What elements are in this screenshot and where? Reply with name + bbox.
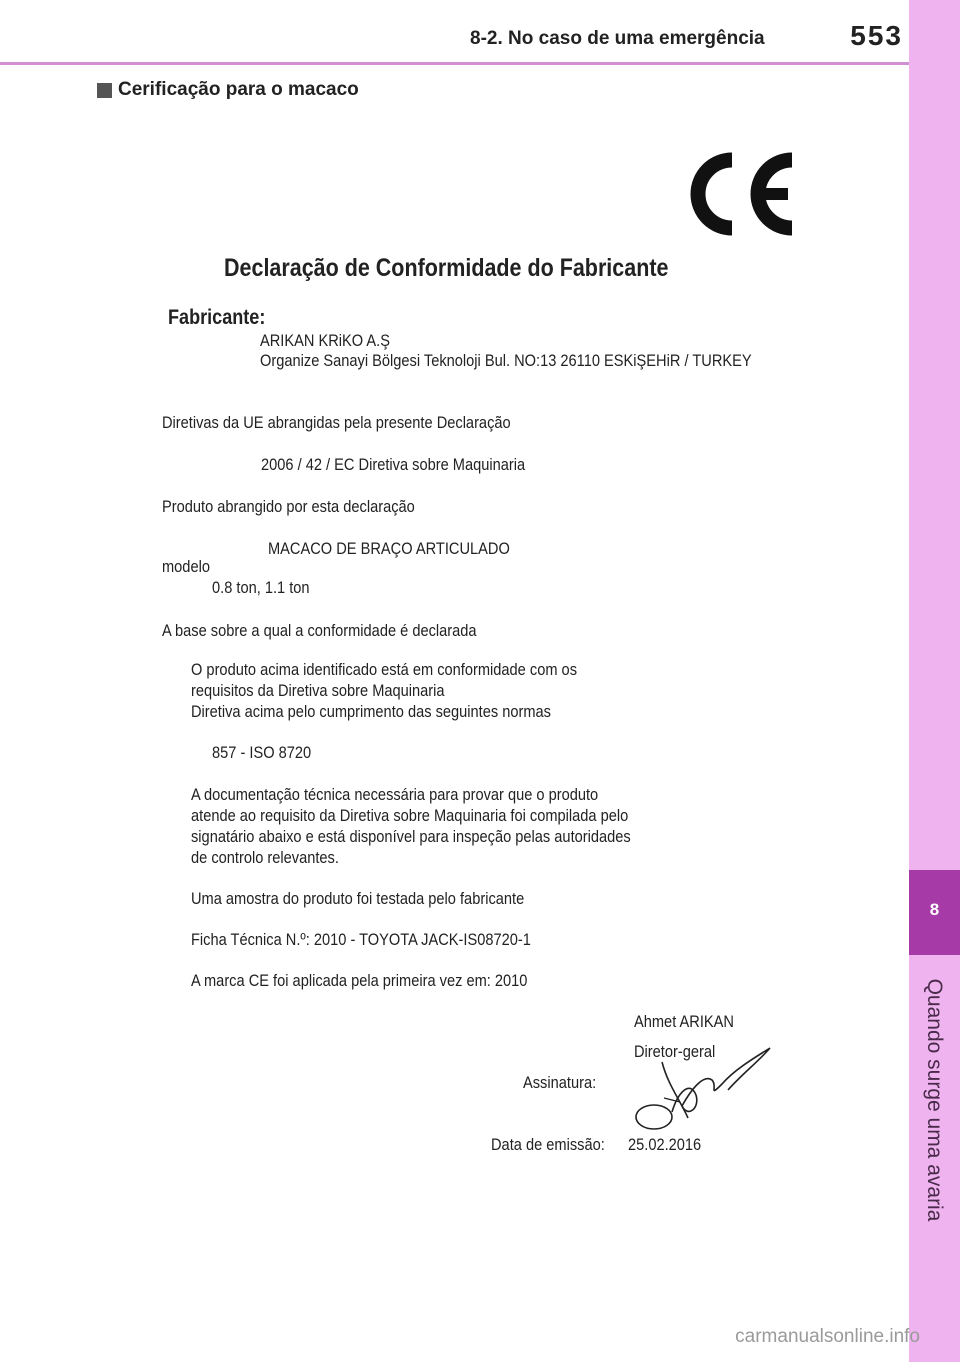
directive-text: 2006 / 42 / EC Diretiva sobre Maquinaria [261,455,526,474]
manufacturer-address: Organize Sanayi Bölgesi Teknoloji Bul. NO:13 26110 ESKiŞEHiR / TURKEY [260,351,752,370]
technical-sheet: Ficha Técnica N.º: 2010 - TOYOTA JACK-IS08720-1 [191,930,531,949]
issue-date: 25.02.2016 [628,1135,702,1154]
product-label: Produto abrangido por esta declaração [162,497,415,516]
header-section-title: 8-2. No caso de uma emergência [470,28,765,49]
ce-applied-text: A marca CE foi aplicada pela primeira vez em: 2010 [191,971,528,990]
model-label: modelo [162,557,210,576]
page-number: 553 [850,20,903,51]
documentation-line: signatário abaixo e está disponível para inspeção pelas autoridades [191,827,631,846]
basis-line: requisitos da Diretiva sobre Maquinaria [191,681,445,700]
watermark: carmanualsonline.info [735,1326,920,1347]
issue-date-label: Data de emissão: [491,1135,605,1154]
chapter-number: 8 [929,900,940,919]
standard-text: 857 - ISO 8720 [212,743,312,762]
header-rule [0,62,909,65]
model-values: 0.8 ton, 1.1 ton [212,578,310,597]
documentation-line: de controlo relevantes. [191,848,339,867]
basis-label: A base sobre a qual a conformidade é declarada [162,621,477,640]
documentation-line: A documentação técnica necessária para provar que o produto [191,785,599,804]
basis-line: O produto acima identificado está em conformidade com os [191,660,578,679]
documentation-line: atende ao requisito da Diretiva sobre Maquinaria foi compilada pelo [191,806,629,825]
manufacturer-label: Fabricante: [168,306,266,329]
declaration-title: Declaração de Conformidade do Fabricante [224,254,669,282]
product-name: MACACO DE BRAÇO ARTICULADO [268,539,510,558]
basis-line: Diretiva acima pelo cumprimento das seguintes normas [191,702,551,721]
chapter-title: Quando surge uma avaria [923,978,946,1222]
signer-name: Ahmet ARIKAN [634,1012,734,1031]
signature-label: Assinatura: [523,1073,597,1092]
signer-role: Diretor-geral [634,1042,716,1061]
square-bullet-icon [97,83,112,98]
section-title: Cerificação para o macaco [118,79,359,100]
signature-image [630,1040,780,1135]
ce-mark-icon [684,148,799,240]
directives-label: Diretivas da UE abrangidas pela presente Declaração [162,413,511,432]
sample-text: Uma amostra do produto foi testada pelo fabricante [191,889,525,908]
manufacturer-name: ARIKAN KRiKO A.Ş [260,331,391,350]
